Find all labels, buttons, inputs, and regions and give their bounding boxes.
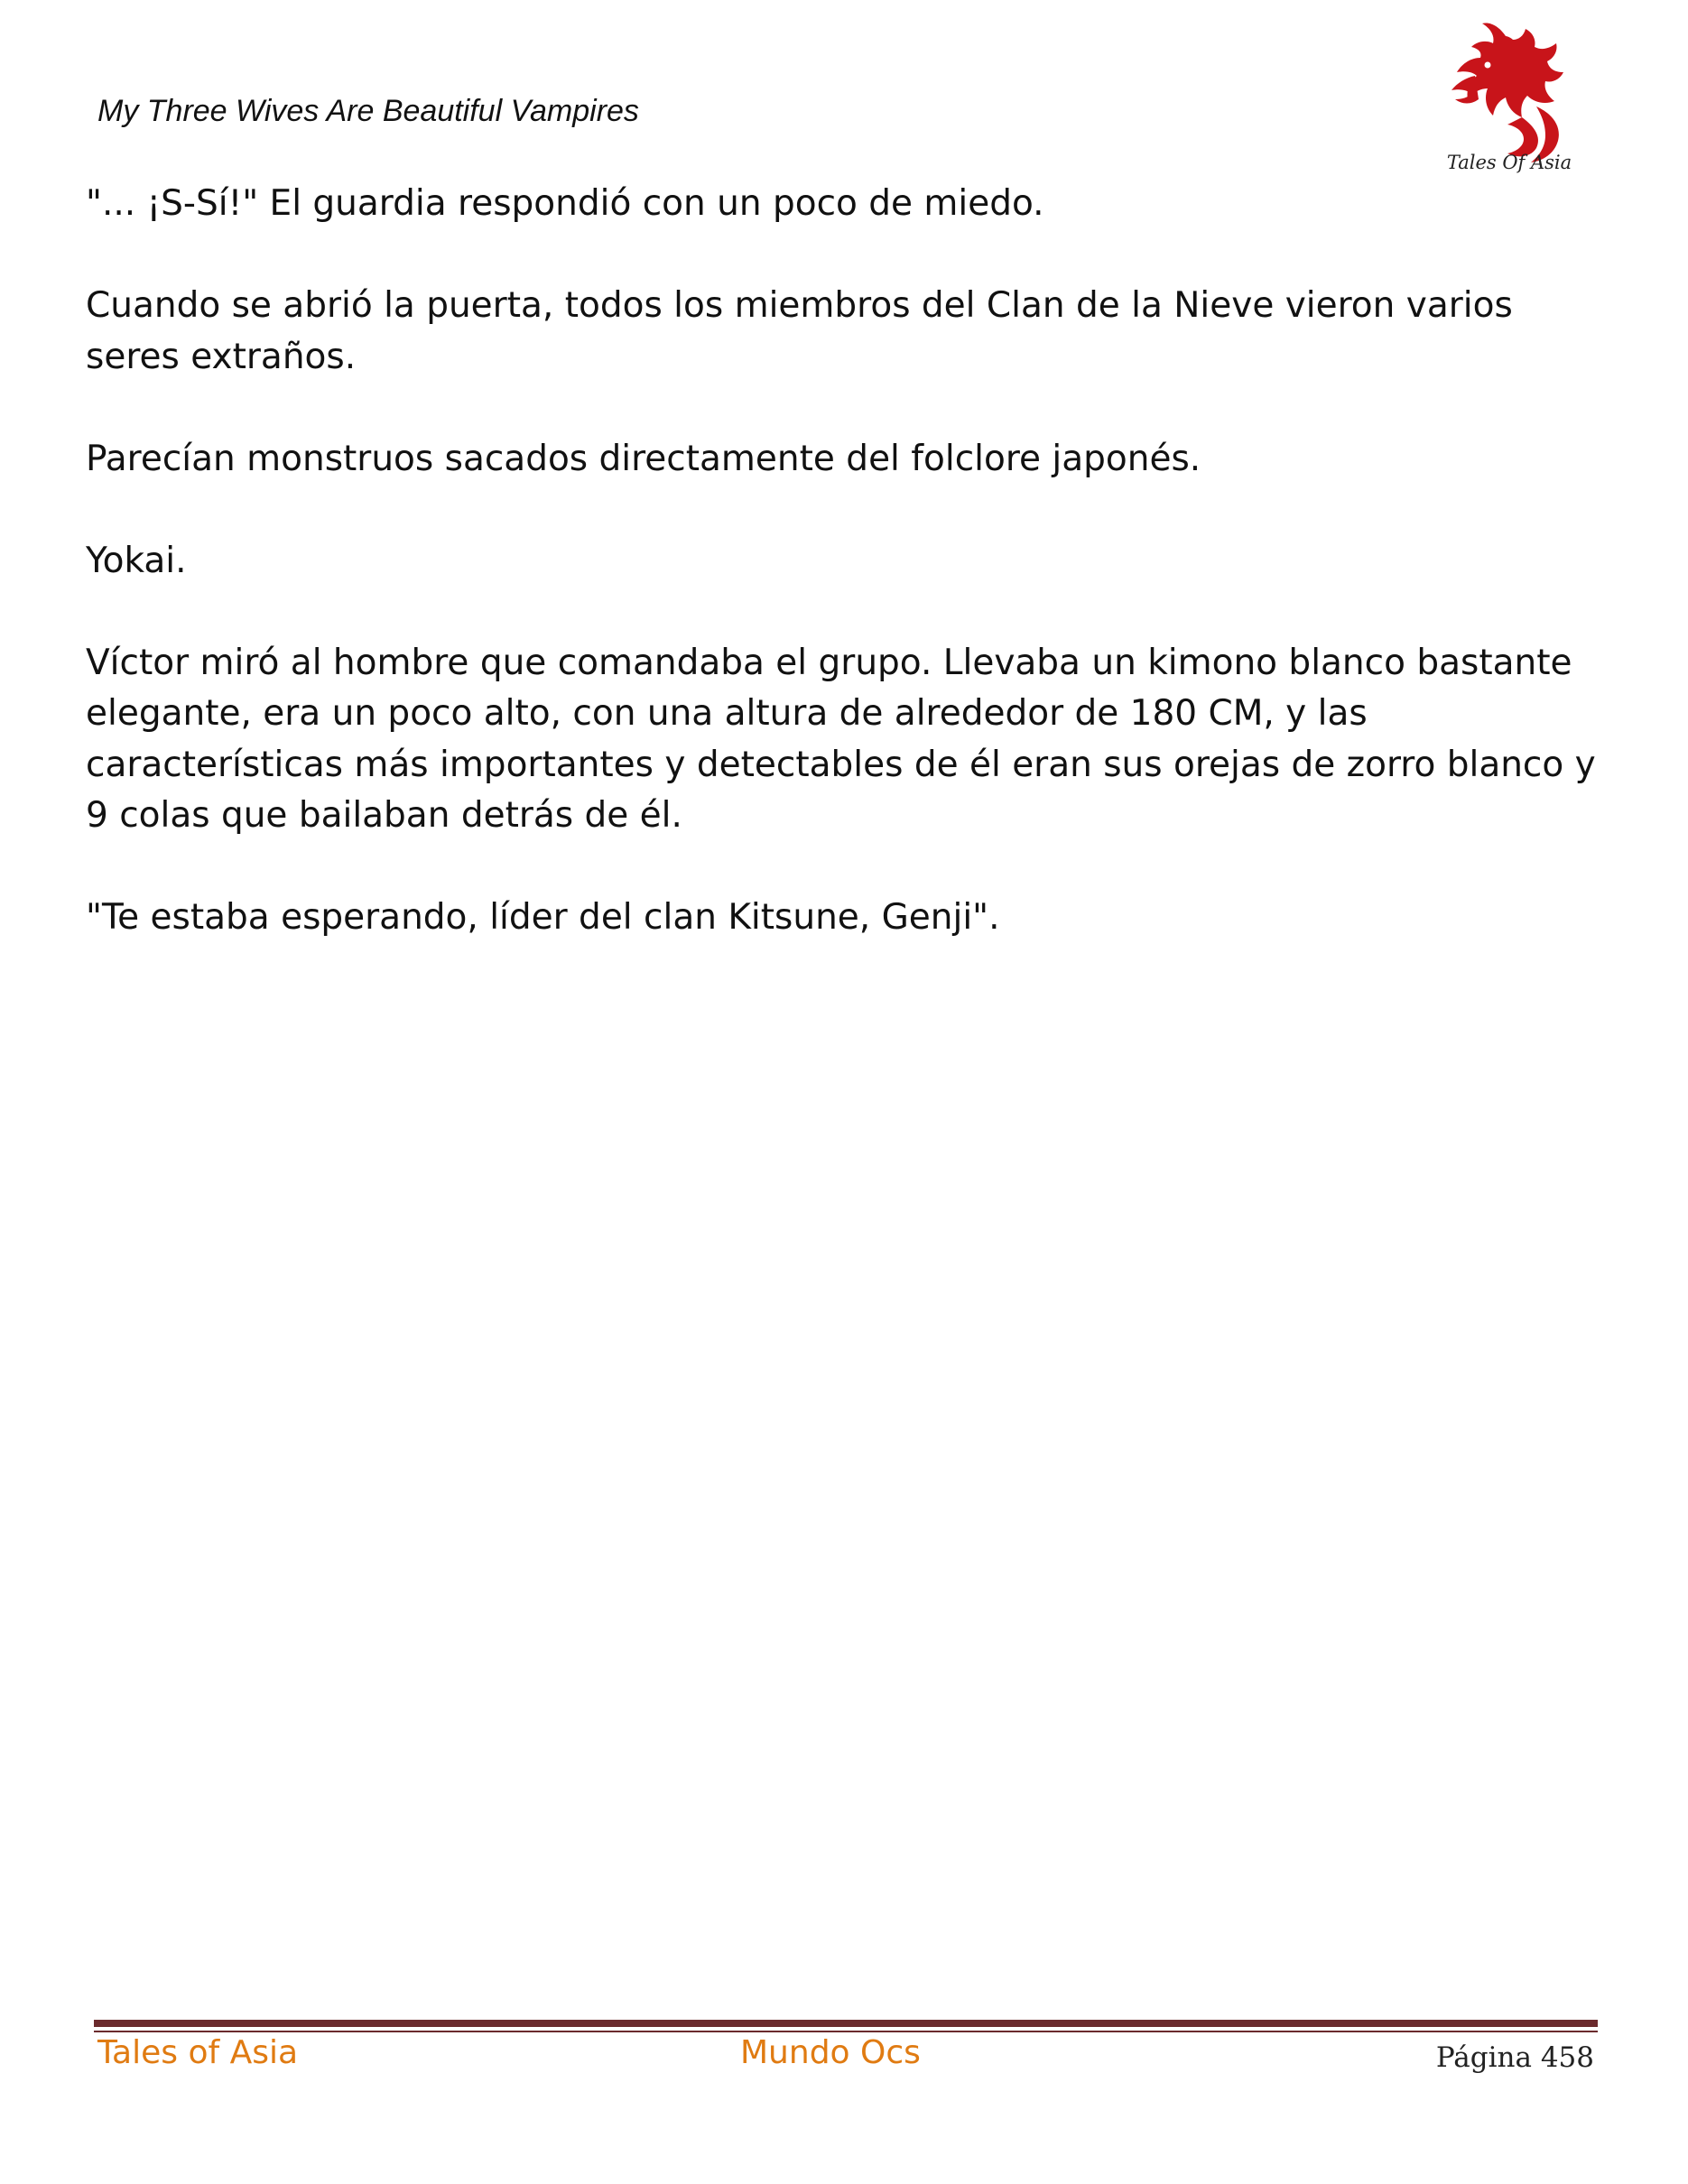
paragraph: Cuando se abrió la puerta, todos los miembros del Clan de la Nieve vieron varios seres extraños.: [86, 285, 1513, 377]
tales-of-asia-logo: [1435, 20, 1580, 182]
paragraph: Yokai.: [86, 540, 187, 581]
document-title: My Three Wives Are Beautiful Vampires: [97, 94, 639, 128]
paragraph: Parecían monstruos sacados directamente del folclore japonés.: [86, 438, 1201, 479]
footer-divider: [94, 2020, 1598, 2027]
footer-section-name: Mundo Ocs: [740, 2034, 921, 2071]
paragraph: "... ¡S-Sí!" El guardia respondió con un poco de miedo.: [86, 183, 1044, 224]
paragraph: "Te estaba esperando, líder del clan Kitsune, Genji".: [86, 897, 1000, 938]
paragraph: Víctor miró al hombre que comandaba el grupo. Llevaba un kimono blanco bastante elegante, era un poco alto, con una altura de alrededor de 180 CM, y las características más importantes y detectables de él eran sus orejas de zorro blanco y 9 colas que bailaban detrás de él.: [86, 642, 1596, 836]
page-number: Página 458: [1435, 2041, 1594, 2074]
chapter-text: [86, 179, 1602, 995]
footer-divider-thin: [94, 2031, 1598, 2032]
footer-site-name: Tales of Asia: [97, 2034, 299, 2071]
logo-caption: Tales Of Asia: [1446, 152, 1572, 173]
